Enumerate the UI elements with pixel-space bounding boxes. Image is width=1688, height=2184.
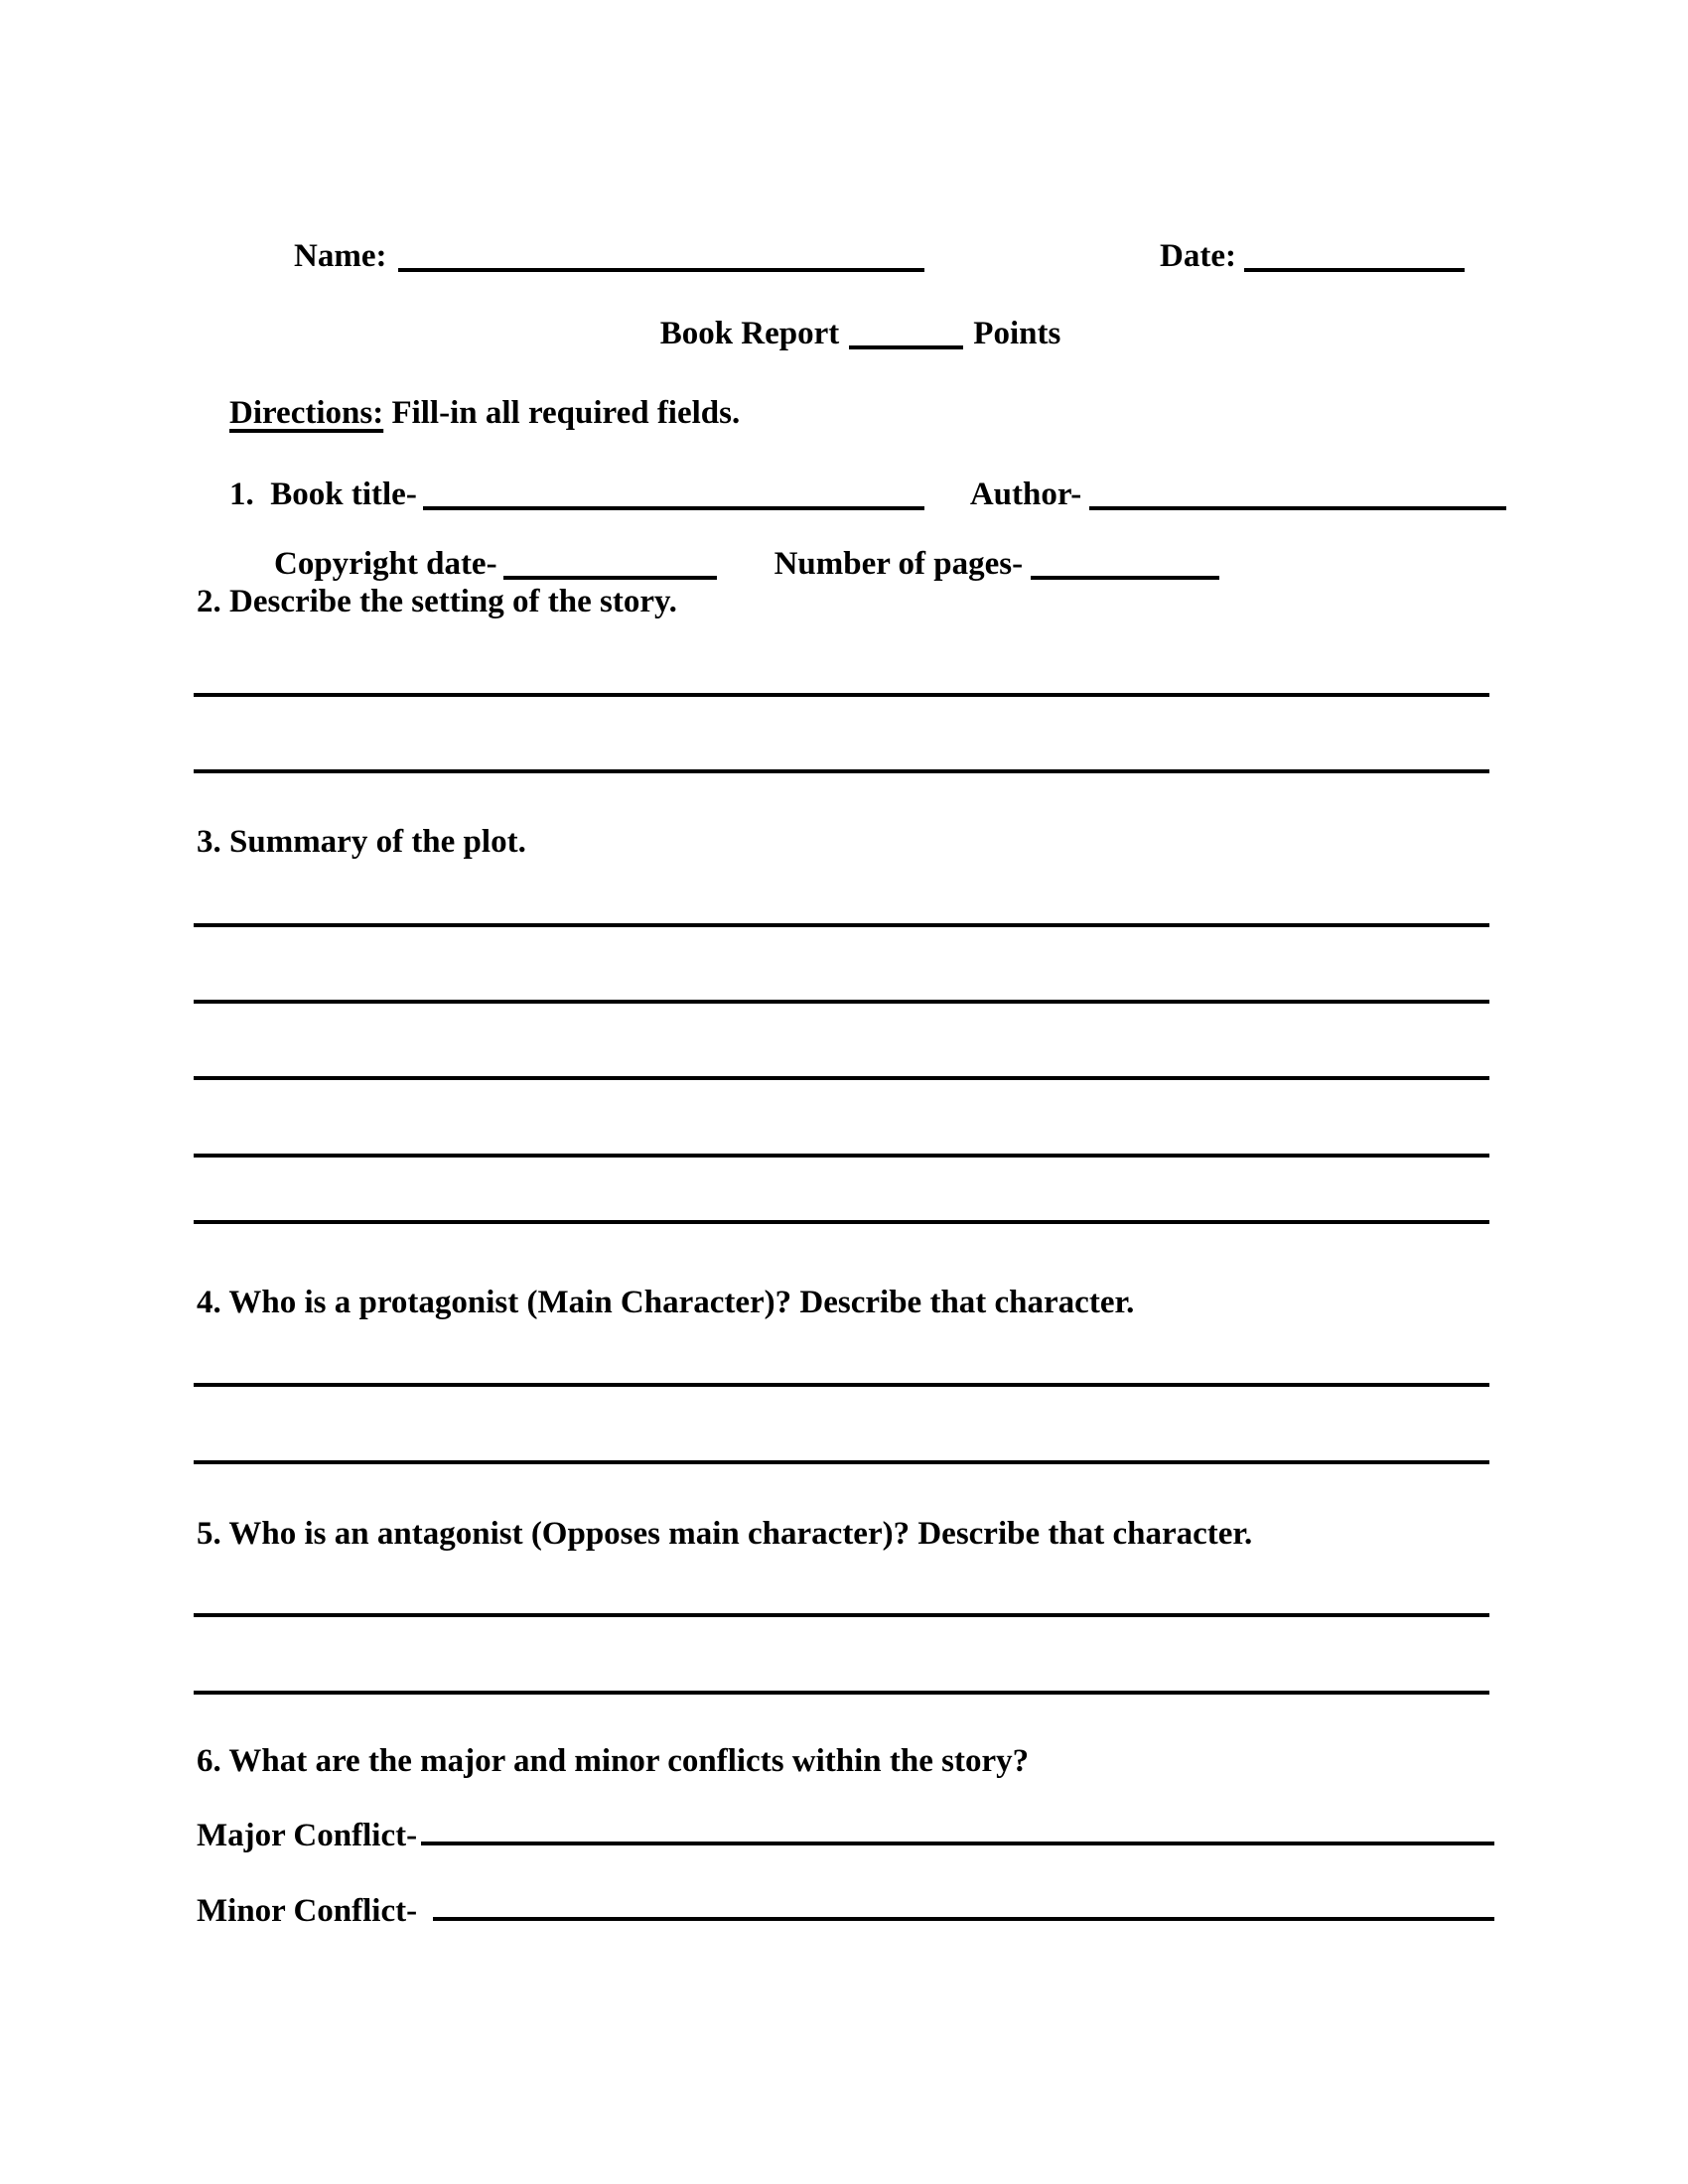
answer-line[interactable] bbox=[194, 1220, 1489, 1224]
name-blank[interactable] bbox=[398, 256, 924, 272]
directions-label: Directions: bbox=[229, 395, 384, 431]
minor-conflict-blank[interactable] bbox=[433, 1905, 1494, 1921]
date-blank[interactable] bbox=[1244, 256, 1465, 272]
directions-text: Fill-in all required fields. bbox=[383, 395, 741, 431]
copyright-label: Copyright date- bbox=[274, 546, 497, 582]
book-title-label: 1. Book title- bbox=[229, 477, 417, 512]
q5-prompt: 5. Who is an antagonist (Opposes main character)? Describe that character. bbox=[197, 1516, 1253, 1552]
answer-line[interactable] bbox=[194, 1460, 1489, 1464]
answer-line[interactable] bbox=[194, 769, 1489, 773]
worksheet-title: Book Report bbox=[659, 316, 840, 351]
points-blank[interactable] bbox=[849, 334, 963, 349]
answer-line[interactable] bbox=[194, 1076, 1489, 1080]
q4-prompt: 4. Who is a protagonist (Main Character)? Describe that character. bbox=[197, 1285, 1135, 1320]
answer-line[interactable] bbox=[194, 1154, 1489, 1158]
major-conflict-label: Major Conflict- bbox=[197, 1818, 418, 1853]
major-conflict-row bbox=[197, 1816, 1494, 1855]
minor-conflict-row bbox=[197, 1891, 1494, 1931]
answer-line[interactable] bbox=[194, 1383, 1489, 1387]
pages-blank[interactable] bbox=[1031, 564, 1219, 580]
date-label: Date: bbox=[1160, 238, 1236, 274]
q6-prompt: 6. What are the major and minor conflicts within the story? bbox=[197, 1743, 1030, 1779]
answer-line[interactable] bbox=[194, 1000, 1489, 1004]
pages-label: Number of pages- bbox=[774, 546, 1024, 582]
author-label: Author- bbox=[969, 477, 1082, 512]
name-label: Name: bbox=[294, 238, 387, 274]
minor-conflict-label: Minor Conflict- bbox=[197, 1893, 418, 1929]
major-conflict-blank[interactable] bbox=[421, 1830, 1494, 1845]
answer-line[interactable] bbox=[194, 693, 1489, 697]
q3-prompt: 3. Summary of the plot. bbox=[197, 824, 526, 860]
answer-line[interactable] bbox=[194, 1613, 1489, 1617]
points-label: Points bbox=[973, 316, 1061, 351]
q2-prompt: 2. Describe the setting of the story. bbox=[197, 584, 677, 619]
answer-line[interactable] bbox=[194, 1691, 1489, 1695]
copyright-blank[interactable] bbox=[503, 564, 717, 580]
answer-line[interactable] bbox=[194, 923, 1489, 927]
